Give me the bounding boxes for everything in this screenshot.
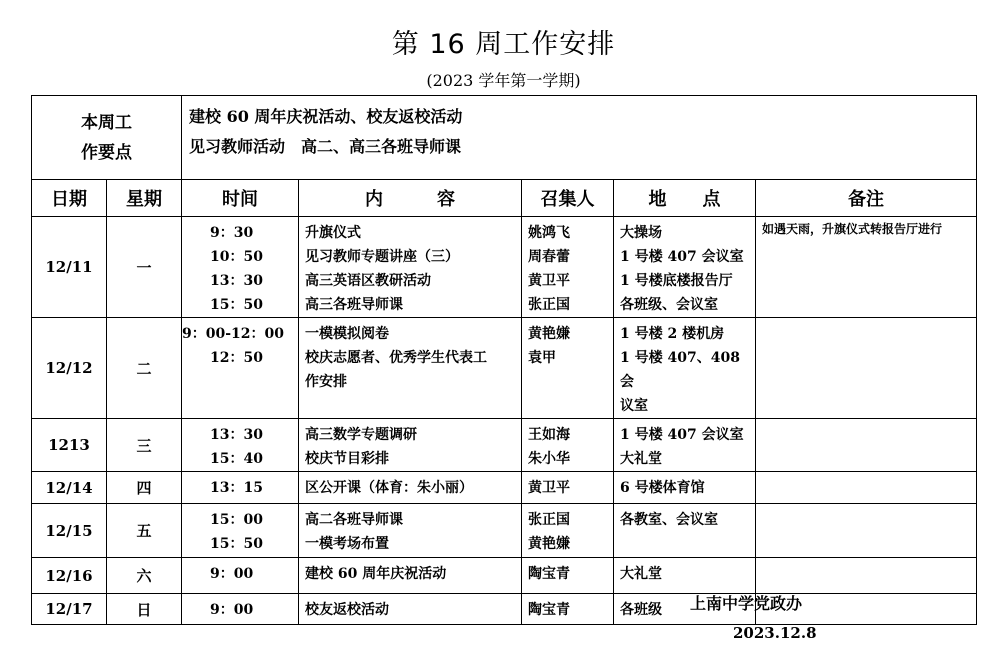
signature-date: 2023.12.8 [733, 624, 817, 642]
location-entry: 各班级、会议室 [620, 297, 718, 313]
weekday-cell: 四 [107, 472, 182, 504]
office-signature: 上南中学党政办 [690, 594, 803, 613]
convener-cell [522, 472, 614, 504]
column-header-time: 时间 [182, 180, 299, 217]
schedule-row [32, 217, 977, 318]
weekday-cell: 一 [107, 217, 182, 318]
note-text [756, 318, 976, 321]
content-entry: 区公开课（体育：朱小丽） [305, 480, 473, 496]
time-entry: 15：00 [182, 512, 263, 528]
note-cell [756, 558, 977, 594]
column-header-date: 日期 [32, 180, 107, 217]
convener-entry: 陶宝青 [528, 566, 570, 582]
note-text [756, 558, 976, 561]
content-entry: 一模模拟阅卷 [305, 326, 389, 342]
content-entry: 高三数学专题调研 [305, 427, 417, 443]
note-cell [756, 318, 977, 419]
location-entry: 1 号楼 2 楼机房 [620, 326, 725, 342]
date-cell: 1213 [32, 419, 107, 472]
column-header-content: 内 容 [299, 180, 522, 217]
location-entry: 各教室、会议室 [620, 512, 718, 528]
focus-label [32, 96, 182, 180]
weekday-cell: 日 [107, 594, 182, 625]
convener-entry: 张正国 [528, 512, 570, 528]
date-cell: 12/14 [32, 472, 107, 504]
convener-cell [522, 419, 614, 472]
focus-line-2: 见习教师活动 高二、高三各班导师课 [189, 137, 462, 156]
convener-cell [522, 318, 614, 419]
content-entry: 作安排 [305, 374, 347, 390]
time-entry: 9：00 [182, 602, 254, 618]
focus-label-line-1: 本周工 [81, 112, 132, 133]
time-entry: 13：30 [182, 273, 263, 289]
content-entry: 校庆节目彩排 [305, 451, 389, 467]
time-entry: 9：30 [182, 225, 254, 241]
weekday-cell: 三 [107, 419, 182, 472]
convener-cell [522, 217, 614, 318]
content-entry: 校庆志愿者、优秀学生代表工 [305, 350, 487, 366]
convener-cell [522, 594, 614, 625]
date-cell: 12/16 [32, 558, 107, 594]
location-entry: 1 号楼底楼报告厅 [620, 273, 733, 289]
schedule-table [31, 95, 977, 625]
column-header-row [32, 180, 977, 217]
location-entry: 1 号楼 407 会议室 [620, 427, 744, 443]
convener-entry: 黄艳嫌 [528, 326, 570, 342]
time-cell [182, 217, 299, 318]
semester-subtitle: (2023 学年第一学期) [426, 71, 581, 90]
schedule-row [32, 594, 977, 625]
date-cell: 12/15 [32, 504, 107, 558]
content-cell [299, 472, 522, 504]
content-cell [299, 318, 522, 419]
note-text [756, 419, 976, 422]
time-entry: 9：00-12：00 [182, 326, 284, 342]
location-entry: 大操场 [620, 225, 662, 241]
location-cell [614, 504, 756, 558]
schedule-row [32, 504, 977, 558]
weekday-cell: 二 [107, 318, 182, 419]
note-text [756, 472, 976, 475]
content-cell [299, 594, 522, 625]
convener-entry: 黄卫平 [528, 480, 570, 496]
date-cell: 12/17 [32, 594, 107, 625]
column-header-convener: 召集人 [522, 180, 614, 217]
focus-line-1: 建校 60 周年庆祝活动、校友返校活动 [189, 107, 463, 126]
convener-entry: 陶宝青 [528, 602, 570, 618]
time-entry: 13：15 [182, 480, 263, 496]
time-entry: 15：50 [182, 297, 263, 313]
convener-cell [522, 558, 614, 594]
convener-entry: 张正国 [528, 297, 570, 313]
content-cell [299, 558, 522, 594]
content-entry: 建校 60 周年庆祝活动 [305, 566, 447, 582]
note-text [756, 504, 976, 507]
weekday-cell: 五 [107, 504, 182, 558]
time-cell [182, 558, 299, 594]
convener-entry: 朱小华 [528, 451, 570, 467]
focus-row [32, 96, 977, 180]
time-cell [182, 318, 299, 419]
schedule-body [32, 217, 977, 625]
note-cell [756, 472, 977, 504]
schedule-row [32, 318, 977, 419]
time-entry: 9：00 [182, 566, 254, 582]
time-cell [182, 472, 299, 504]
content-entry: 升旗仪式 [305, 225, 361, 241]
schedule-row [32, 419, 977, 472]
time-cell [182, 504, 299, 558]
convener-entry: 黄艳嫌 [528, 536, 570, 552]
time-entry: 10：50 [182, 249, 263, 265]
focus-content [182, 96, 977, 180]
content-entry: 见习教师专题讲座（三） [305, 249, 459, 265]
content-cell [299, 419, 522, 472]
location-entry: 1 号楼 407、408 会 [620, 350, 740, 390]
content-entry: 高二各班导师课 [305, 512, 403, 528]
content-entry: 校友返校活动 [305, 602, 389, 618]
location-cell [614, 472, 756, 504]
location-entry: 大礼堂 [620, 566, 662, 582]
convener-cell [522, 504, 614, 558]
note-text: 如遇天雨，升旗仪式转报告厅进行 [762, 222, 943, 236]
focus-label-line-2: 作要点 [81, 142, 132, 163]
convener-entry: 周春蕾 [528, 249, 570, 265]
column-header-note: 备注 [756, 180, 977, 217]
schedule-row [32, 472, 977, 504]
date-cell: 12/12 [32, 318, 107, 419]
time-cell [182, 594, 299, 625]
location-cell [614, 318, 756, 419]
location-entry: 1 号楼 407 会议室 [620, 249, 744, 265]
location-entry: 各班级 [620, 602, 662, 618]
note-cell [756, 217, 977, 318]
location-entry: 6 号楼体育馆 [620, 480, 705, 496]
column-header-location: 地 点 [614, 180, 756, 217]
time-cell [182, 419, 299, 472]
content-cell [299, 504, 522, 558]
time-entry: 15：50 [182, 536, 263, 552]
location-entry: 大礼堂 [620, 451, 662, 467]
page-title: 第 16 周工作安排 [391, 29, 616, 60]
content-entry: 高三各班导师课 [305, 297, 403, 313]
convener-entry: 王如海 [528, 427, 570, 443]
time-entry: 15：40 [182, 451, 263, 467]
time-entry: 13：30 [182, 427, 263, 443]
note-cell [756, 504, 977, 558]
location-entry: 议室 [620, 398, 648, 414]
convener-entry: 姚鸿飞 [528, 225, 570, 241]
location-cell [614, 217, 756, 318]
content-entry: 高三英语区教研活动 [305, 273, 431, 289]
content-cell [299, 217, 522, 318]
note-cell [756, 419, 977, 472]
date-cell: 12/11 [32, 217, 107, 318]
content-entry: 一模考场布置 [305, 536, 389, 552]
location-cell [614, 558, 756, 594]
schedule-row [32, 558, 977, 594]
convener-entry: 黄卫平 [528, 273, 570, 289]
time-entry: 12：50 [182, 350, 263, 366]
convener-entry: 袁甲 [528, 350, 556, 366]
weekday-cell: 六 [107, 558, 182, 594]
column-header-weekday: 星期 [107, 180, 182, 217]
location-cell [614, 419, 756, 472]
